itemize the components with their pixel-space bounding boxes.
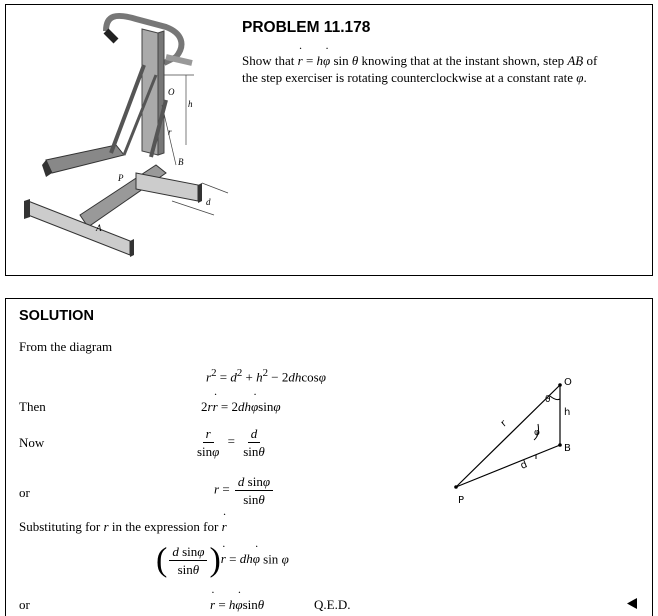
figure-label-p: P	[118, 173, 124, 183]
diagram-label-o: O	[564, 377, 572, 388]
figure-label-a: A	[96, 223, 102, 233]
or-label-1: or	[19, 485, 30, 500]
substituting-text: Substituting for r in the expression for r ˙	[19, 519, 227, 535]
step-exerciser-figure	[6, 5, 236, 273]
statement-part-2: knowing that at the instant shown, step	[361, 53, 565, 68]
figure-label-h: h	[188, 99, 193, 109]
statement-part-3: of	[586, 53, 598, 68]
diagram-label-h: h	[564, 407, 571, 418]
solution-title: SOLUTION	[19, 308, 94, 324]
statement-part-1: Show that	[242, 53, 295, 68]
diagram-label-r: r	[498, 418, 510, 430]
diagram-label-p: P	[458, 495, 465, 506]
end-marker	[626, 598, 638, 610]
diagram-label-d: d	[519, 459, 530, 472]
problem-statement: Show that r ˙ = hφ ˙ sin θ knowing that at the instant shown, step AB of the step exerciser is rotating counterclockwise at a constant rate φ ˙.	[242, 52, 642, 86]
equation-r: r = $\frac{\text{d sinφ}}{\sin\theta}$	[214, 473, 275, 508]
figure-label-b: B	[178, 157, 184, 167]
equation-law-of-cosines: $r^2 = d^2 + h^2 - 2dhcos\varphi$	[206, 367, 326, 385]
problem-box	[5, 4, 653, 276]
diagram-label-theta: θ	[545, 395, 551, 405]
diagram-label-phi: φ	[534, 428, 540, 438]
equation-law-of-sines: $\frac{r}{\sin\varphi}$ = $\frac{d}{\sin\theta}$	[197, 426, 265, 459]
solution-box	[5, 298, 653, 616]
problem-title: PROBLEM 11.178	[242, 19, 371, 36]
step-label: AB	[567, 53, 584, 68]
figure-label-o: O	[168, 87, 175, 97]
figure-label-d: d	[206, 197, 211, 207]
or-label-2: or	[19, 597, 30, 612]
equation-substituted: ( $\frac{\text{d sinφ}}{\sin\theta}$ )r ˙ = dhφ ˙ sin φ	[156, 543, 289, 578]
equation-result: r ˙ = hφ ˙sinθ	[210, 597, 264, 613]
figure-label-r: r	[168, 127, 172, 137]
intro-text: From the diagram	[19, 339, 113, 354]
solution-diagram	[446, 369, 626, 519]
qed-text: Q.E.D.	[314, 597, 351, 612]
then-label: Then	[19, 399, 46, 414]
equation-derivative: 2rr ˙ = 2dhφ ˙sinφ	[201, 399, 281, 415]
now-label: Now	[19, 435, 45, 450]
diagram-label-b: B	[564, 443, 571, 454]
statement-part-4: the step exerciser is rotating counterclockwise at a constant rate	[242, 70, 574, 85]
